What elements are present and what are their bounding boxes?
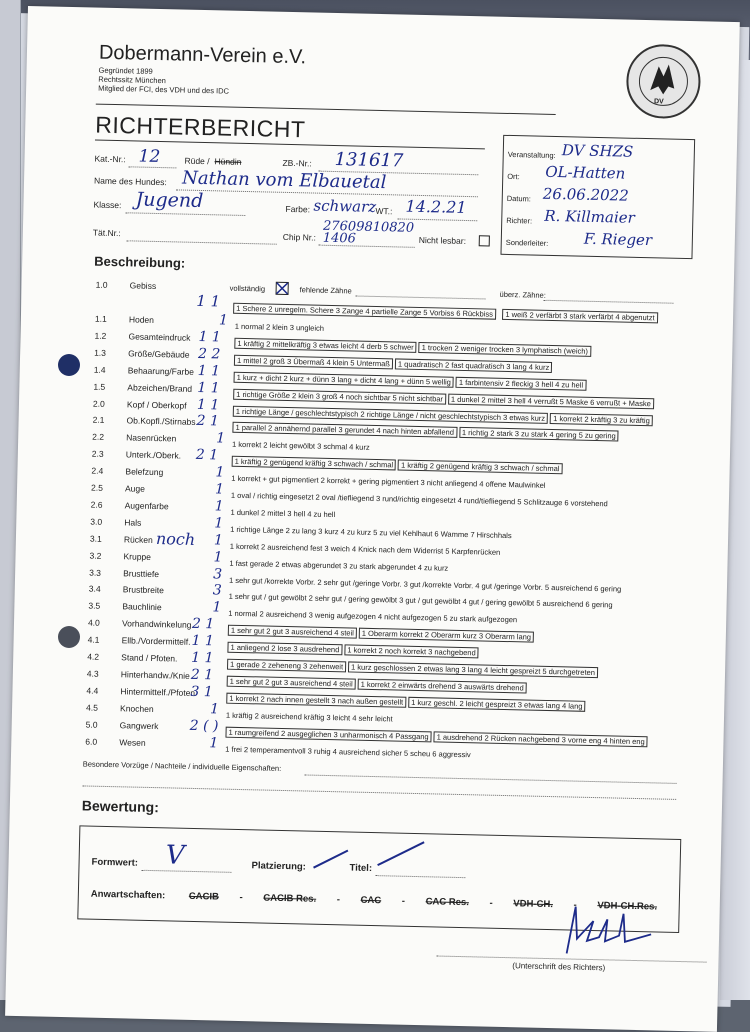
row-label: Ellb./Vordermittelf. xyxy=(121,635,191,647)
org-seat: Rechtssitz München xyxy=(98,74,166,86)
row-label: Brusttiefe xyxy=(123,567,160,579)
row-mark: 2 1 xyxy=(195,447,219,464)
row-label: Gangwerk xyxy=(119,719,159,731)
row-mark: 1 xyxy=(218,312,229,329)
award-sep: - xyxy=(401,895,406,907)
gebiss-label: Gebiss xyxy=(129,280,157,291)
row-label: Hintermittelf./Pfoten xyxy=(120,686,196,698)
row-mark: 3 xyxy=(212,565,223,583)
row-option-b: 1 kurz geschlossen 2 etwas lang 3 lang 4 leicht gespreizt 5 durchgetreten xyxy=(348,661,598,678)
row-nr: 1.5 xyxy=(93,381,106,392)
award-vdh-ch: VDH-CH. xyxy=(513,898,554,911)
punch-hole-top xyxy=(58,354,80,376)
row-mark: 1 1 xyxy=(197,379,220,397)
row-option-a: 1 raumgreifend 2 ausgeglichen 3 unharmonisch 4 Passgang xyxy=(225,726,431,742)
row-mark: 1 1 xyxy=(197,362,221,380)
row-nr: 2.2 xyxy=(92,431,105,443)
formwert-line xyxy=(141,862,231,873)
row-nr: 3.4 xyxy=(88,583,101,595)
row-mark: 1 xyxy=(214,498,224,515)
dobermann-head-icon xyxy=(628,46,700,118)
report-title: RICHTERBERICHT xyxy=(95,111,306,143)
row-label: Bauchlinie xyxy=(122,601,162,613)
row-mark: 2 1 xyxy=(190,666,214,684)
richter-label: Richter: xyxy=(506,215,533,226)
row-mark: 1 1 xyxy=(191,649,214,667)
row-option-a: 1 korrekt 2 leicht gewölbt 3 schmal 4 kurz xyxy=(232,440,370,453)
punch-hole-bottom xyxy=(58,626,80,648)
row-mark: 2 1 xyxy=(196,413,220,430)
chip-label: Chip Nr.: xyxy=(282,231,317,243)
row-option-a: 1 korrekt + gut pigmentiert 2 korrekt + gering pigmentiert 3 nicht anliegend 4 offene Maulwinkel xyxy=(231,473,546,490)
titel-line xyxy=(375,867,465,878)
row-label: Unterk./Oberk. xyxy=(125,449,182,461)
judge-signature xyxy=(547,898,658,960)
row-label: Hals xyxy=(124,517,142,528)
row-label: Größe/Gebäude xyxy=(128,348,190,360)
zbnr-value: 131617 xyxy=(334,148,404,172)
row-option-a: 1 fast gerade 2 etwas abgerundet 3 zu stark abgerundet 4 zu kurz xyxy=(229,558,449,573)
gebiss-ueberz: überz. Zähne: xyxy=(499,289,546,300)
row-label: Rücken xyxy=(123,534,153,545)
row-option-a: 1 sehr gut 2 gut 3 ausreichend 4 steil xyxy=(227,676,356,690)
row-mark: 1 1 xyxy=(191,632,215,650)
zbnr-label: ZB.-Nr.: xyxy=(282,157,312,169)
gebiss-nr: 1.0 xyxy=(95,279,108,290)
row-mark: 1 xyxy=(213,548,223,566)
award-sep: - xyxy=(573,899,577,911)
org-name: Dobermann-Verein e.V. xyxy=(98,41,307,69)
row-option-a: 1 gerade 2 zeheneng 3 zehenweit xyxy=(227,659,346,673)
gebiss-mark: 1 1 xyxy=(196,291,221,311)
row-nr: 4.3 xyxy=(86,668,99,679)
club-seal xyxy=(626,44,702,120)
veranstaltung-label: Veranstaltung: xyxy=(507,149,556,161)
row-nr: 3.3 xyxy=(89,567,102,578)
katnr-value: 12 xyxy=(138,146,161,168)
row-label: Kopf / Oberkopf xyxy=(126,398,187,411)
row-label: Abzeichen/Brand xyxy=(127,381,193,394)
row-mark: 3 xyxy=(212,582,222,599)
row-label: Kruppe xyxy=(123,550,152,562)
row-option-a: 1 korrekt 2 nach innen gestellt 3 nach außen gestellt xyxy=(226,692,406,707)
wt-label: WT.: xyxy=(375,205,393,217)
row-nr: 2.6 xyxy=(90,499,103,510)
row-option-b: 1 ausdrehend 2 Rücken nachgebend 3 vorne eng 4 hinten eng xyxy=(434,731,648,747)
row-nr: 2.3 xyxy=(91,448,104,460)
award-cacib-res: CACIB Res. xyxy=(263,892,317,905)
row-mark: 2 1 xyxy=(191,616,215,633)
row-label: Hinterhandw./Knie xyxy=(120,669,190,681)
row-mark: 1 1 xyxy=(198,328,221,346)
row-nr: 3.0 xyxy=(90,516,103,527)
ort-label: Ort: xyxy=(507,171,520,182)
farbe-value: schwarz xyxy=(313,196,377,216)
row-option-a: 1 normal 2 klein 3 ungleich xyxy=(234,321,325,333)
row-nr: 4.1 xyxy=(87,634,100,645)
row-option-b: 1 dunkel 2 mittel 3 hell 4 verrußt 5 Maske 6 verrußt + Maske xyxy=(448,393,654,409)
row-option-a: 1 oval / richtig eingesetzt 2 oval /tiefliegend 3 rund/richtig eingesetzt 4 rund/tiefliegend 5 Schlitzauge 6 vorstehend xyxy=(230,490,608,509)
award-cac: CAC xyxy=(360,894,382,907)
ort-value: OL-Hatten xyxy=(545,162,626,183)
row-option-a: 1 sehr gut 2 gut 3 ausreichend 4 steil xyxy=(228,625,357,639)
row-mark: 1 xyxy=(216,430,226,447)
row-nr: 6.0 xyxy=(85,735,98,747)
row-option-a: 1 sehr gut / gut gewölbt 2 sehr gut / gering gewölbt 3 gut / gut gewölbt 4 gut / gering gewölbt 5 ausreichend 6 gering xyxy=(228,592,613,610)
nicht-lesbar-label: Nicht lesbar: xyxy=(418,234,467,246)
gebiss-vollstaendig-checkbox[interactable] xyxy=(276,282,289,295)
row-label: Behaarung/Farbe xyxy=(127,365,195,377)
row-nr: 1.1 xyxy=(94,313,107,324)
dog-name-value: Nathan vom Elbauetal xyxy=(181,167,387,194)
row-label: Wesen xyxy=(119,736,146,748)
row-label: Augenfarbe xyxy=(124,500,169,512)
row-option-a: 1 normal 2 ausreichend 3 wenig aufgezogen 4 nicht aufgezogen 5 zu stark aufgezogen xyxy=(228,608,518,625)
katnr-label: Kat.-Nr.: xyxy=(94,153,126,165)
sonderleiter-value: F. Rieger xyxy=(583,229,653,250)
row-nr: 2.0 xyxy=(92,398,105,409)
farbe-label: Farbe: xyxy=(285,203,311,215)
row-option-a: 1 richtige Größe 2 klein 3 groß 4 noch sichtbar 5 nicht sichtbar xyxy=(233,388,446,404)
row-mark: 2 2 xyxy=(197,345,221,363)
wt-value: 14.2.21 xyxy=(405,196,467,218)
row-mark: 1 xyxy=(209,701,220,718)
row-option-b: 1 korrekt 2 noch korrekt 3 nachgebend xyxy=(344,644,479,658)
nicht-lesbar-checkbox[interactable] xyxy=(479,235,490,246)
row-option-b: 1 trocken 2 weniger trocken 3 lymphatisch (weich) xyxy=(419,342,592,357)
datum-value: 26.06.2022 xyxy=(542,184,629,205)
row-label: Auge xyxy=(124,483,146,494)
row-mark: 1 xyxy=(215,464,225,481)
row-nr: 1.2 xyxy=(94,330,107,341)
row-nr: 4.2 xyxy=(87,651,100,662)
row-label: Belefzung xyxy=(125,466,164,478)
besondere-line-1 xyxy=(305,768,677,783)
row-label: Vorhandwinkelung xyxy=(121,618,192,631)
row-option-b: 1 korrekt 2 einwärts drehend 3 auswärts drehend xyxy=(358,679,527,694)
row-label: Gesamteindruck xyxy=(128,331,191,343)
row-option-a: 1 sehr gut /korrekte Vorbr. 2 sehr gut /geringe Vorbr. 3 gut /korrekte Vorbr. 4 gut /geringe Vorbr. 5 ausreichend 6 gering xyxy=(228,575,622,594)
datum-label: Datum: xyxy=(506,193,532,204)
gebiss-fehlende: fehlende Zähne xyxy=(299,285,352,296)
titel-dash-mark xyxy=(376,839,429,870)
row-option-b: 1 korrekt 2 kräftig 3 zu kräftig xyxy=(550,412,653,425)
row-nr: 4.5 xyxy=(85,702,99,713)
row-option-a: 1 mittel 2 groß 3 Übermaß 4 klein 5 Untermaß xyxy=(234,355,393,370)
award-sep: - xyxy=(239,892,243,904)
formwert-label: Formwert: xyxy=(91,856,139,869)
row-nr: 1.4 xyxy=(93,364,106,375)
gebiss-options-a: 1 Schere 2 unregelm. Schere 3 Zange 4 partielle Zange 5 Vorbiss 6 Rückbiss xyxy=(233,303,496,320)
row-nr: 4.0 xyxy=(87,617,100,628)
row-nr: 2.1 xyxy=(92,414,105,426)
sex-label-female: Hündin xyxy=(214,156,242,167)
row-option-a: 1 korrekt 2 ausreichend fest 3 weich 4 Knick nach dem Widerrist 5 Karpfenrücken xyxy=(229,541,501,557)
row-option-b: 1 farbintensiv 2 fleckig 3 hell 4 zu hell xyxy=(456,376,586,390)
formwert-value: V xyxy=(165,840,185,871)
row-nr: 3.1 xyxy=(89,533,102,544)
row-option-b: 1 quadratisch 2 fast quadratisch 3 lang 4 kurz xyxy=(395,358,553,373)
row-option-b: 1 richtig 2 stark 3 zu stark 4 gering 5 zu gering xyxy=(459,427,619,442)
row-mark: 3 1 xyxy=(190,683,213,701)
row-option-a: 1 kräftig 2 ausreichend kräftig 3 leicht 4 sehr leicht xyxy=(225,710,393,724)
award-sep: - xyxy=(489,897,493,909)
bewertung-heading: Bewertung: xyxy=(81,797,160,816)
besondere-line-2 xyxy=(82,779,676,799)
row-nr: 2.4 xyxy=(91,465,104,476)
klasse-label: Klasse: xyxy=(93,199,122,211)
taetnr-label: Tät.Nr.: xyxy=(92,227,121,239)
check-icon xyxy=(276,282,289,295)
platzierung-dash-mark xyxy=(311,846,352,873)
row-option-a: 1 dunkel 2 mittel 3 hell 4 zu hell xyxy=(230,507,336,519)
row-option-a: 1 kräftig 2 mittelkräftig 3 etwas leicht 4 derb 5 schwer xyxy=(234,338,417,353)
row-mark: 1 xyxy=(214,515,224,532)
row-mark: 1 xyxy=(212,599,222,616)
beschreibung-heading: Beschreibung: xyxy=(94,253,186,271)
row-option-a: 1 frei 2 temperamentvoll 3 ruhig 4 ausreichend sicher 5 scheu 6 aggressiv xyxy=(225,744,471,759)
row-handwritten-note: noch xyxy=(155,528,196,549)
row-option-a: 1 anliegend 2 lose 3 ausdrehend xyxy=(227,642,342,656)
sex-label-male: Rüde / xyxy=(184,155,210,167)
row-option-a: 1 kurz + dicht 2 kurz + dünn 3 lang + dicht 4 lang + dünn 5 wellig xyxy=(234,371,455,387)
row-option-a: 1 richtige Länge 2 zu lang 3 kurz 4 zu kurz 5 zu viel Kehlhaut 6 Wamme 7 Hirschhals xyxy=(230,524,512,540)
row-nr: 3.2 xyxy=(89,550,102,561)
award-cacib: CACIB xyxy=(188,890,220,903)
org-membership: Mitglied der FCI, des VDH und des IDC xyxy=(98,83,230,96)
gebiss-vollstaendig: vollständig xyxy=(229,283,266,294)
sonderleiter-label: Sonderleiter: xyxy=(505,237,549,248)
platzierung-label: Platzierung: xyxy=(251,860,307,873)
ueberz-line xyxy=(543,294,673,304)
signature-caption: (Unterschrift des Richters) xyxy=(512,961,606,973)
titel-label: Titel: xyxy=(349,862,373,875)
award-sep: - xyxy=(336,894,341,906)
gebiss-options-b: 1 weiß 2 verfärbt 3 stark verfärbt 4 abgenutzt xyxy=(502,309,657,324)
row-nr: 1.3 xyxy=(94,347,107,358)
row-option-b: 1 Oberarm korrekt 2 Oberarm kurz 3 Oberarm lang xyxy=(359,628,534,643)
event-box xyxy=(500,135,695,259)
row-mark: 1 xyxy=(214,481,225,498)
report-paper xyxy=(5,6,740,1032)
klasse-value: Jugend xyxy=(135,188,204,213)
veranstaltung-value: DV SHZS xyxy=(561,141,634,161)
row-label: Hoden xyxy=(128,314,155,325)
row-label: Stand / Pfoten. xyxy=(121,652,178,664)
row-mark: 1 1 xyxy=(196,396,220,413)
besondere-label: Besondere Vorzüge / Nachteile / individuelle Eigenschaften: xyxy=(82,759,282,773)
row-nr: 2.5 xyxy=(90,482,104,493)
award-cac-res: CAC Res. xyxy=(425,896,470,909)
anwartschaften-label: Anwartschaften: xyxy=(90,888,166,902)
row-mark: 1 xyxy=(213,532,224,549)
award-vdh-ch-res: VDH-CH.Res. xyxy=(597,900,658,913)
row-label: Brustbreite xyxy=(122,584,164,596)
row-option-b: 1 kräftig 2 genügend kräftig 3 schwach / schmal xyxy=(398,460,563,475)
row-label: Ob.Kopfl./Stirnabs. xyxy=(126,415,199,428)
row-mark: 2 ( ) xyxy=(189,717,219,735)
row-nr: 4.4 xyxy=(86,685,99,696)
row-label: Nasenrücken xyxy=(126,432,177,444)
chip-value: 276098108201406 xyxy=(322,218,415,247)
row-label: Knochen xyxy=(119,702,154,714)
row-option-a: 1 kräftig 2 genügend kräftig 3 schwach / schmal xyxy=(232,456,397,471)
row-nr: 5.0 xyxy=(85,719,98,730)
row-nr: 3.5 xyxy=(88,600,101,612)
fehlende-line xyxy=(355,290,485,300)
row-option-a: 1 richtige Länge / geschlechtstypisch 2 richtige Länge / nicht geschlechtstypisch 3 etwas kurz xyxy=(233,405,549,423)
row-option-a: 1 parallel 2 annähernd parallel 3 gerundet 4 nach hinten abfallend xyxy=(232,422,457,438)
row-mark: 1 xyxy=(209,734,219,752)
taetnr-line xyxy=(127,232,277,244)
dog-name-label: Name des Hundes: xyxy=(93,175,167,188)
org-founded: Gegründet 1899 xyxy=(98,65,153,76)
row-option-b: 1 kurz geschl. 2 leicht gespreizt 3 etwas lang 4 lang xyxy=(408,697,586,712)
richter-value: R. Killmaier xyxy=(544,206,636,227)
seal-mark: DV xyxy=(653,98,664,106)
